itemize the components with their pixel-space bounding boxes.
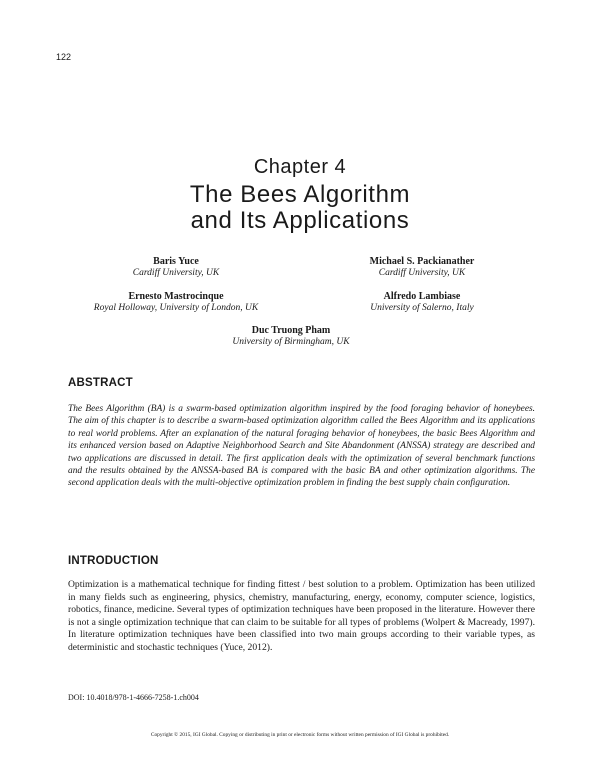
chapter-title-line-2: and Its Applications xyxy=(190,207,410,234)
author-affiliation: Cardiff University, UK xyxy=(132,268,220,278)
author-name: Alfredo Lambiase xyxy=(383,291,461,302)
author-name: Baris Yuce xyxy=(153,256,199,267)
page-number: 122 xyxy=(56,52,72,62)
introduction-text: Optimization is a mathematical technique for finding fittest / best solution to a problem. Optimization has been utilized in many fields such as engineering, physics, chemistry, manufacturing, energy, economy, computer science, logistics, robotics, finance, medicine. Several types of optimization techniques have been proposed in the literature. However there is not a single optimization technique that can claim to be suitable for all types of problems (Wolpert & Macready, 1997). In literature optimization techniques have been classified into two main groups according to their variable types, as deterministic and stochastic techniques (Yuce, 2012). xyxy=(68,579,535,653)
author-name: Michael S. Packianather xyxy=(369,256,475,267)
copyright-notice: Copyright © 2015, IGI Global. Copying or distributing in print or electronic forms without written permission of IGI Global is prohibited. xyxy=(150,732,450,738)
abstract-heading: ABSTRACT xyxy=(68,377,133,389)
author-block xyxy=(56,291,296,313)
author-block xyxy=(322,256,522,278)
author-affiliation: Royal Holloway, University of London, UK xyxy=(93,303,259,313)
author-affiliation: University of Salerno, Italy xyxy=(370,303,474,313)
introduction-heading: INTRODUCTION xyxy=(68,555,159,567)
author-affiliation: University of Birmingham, UK xyxy=(232,337,350,347)
chapter-label: Chapter 4 xyxy=(253,156,347,178)
author-block xyxy=(322,291,522,313)
abstract-text: The Bees Algorithm (BA) is a swarm-based optimization algorithm inspired by the food foraging behavior of honeybees. The aim of this chapter is to describe a swarm-based optimization algorithm called the Bees Algorithm and its applications to real world problems. After an explanation of the natural foraging behavior of honeybees, the basic Bees Algorithm and its enhanced version based on Adaptive Neighborhood Search and Site Abandonment (ANSSA) strategy are described and two applications are discussed in detail. The first application deals with the optimization of several benchmark functions and the results obtained by the ANSSA-based BA is compared with the basic BA and other optimization algorithms. The second application deals with the multi-objective optimization problem in finding the best supply chain configuration. xyxy=(68,404,535,489)
author-block xyxy=(191,325,391,347)
author-name: Ernesto Mastrocinque xyxy=(128,291,224,302)
chapter-title-line-1: The Bees Algorithm xyxy=(189,181,411,208)
author-name: Duc Truong Pham xyxy=(251,325,331,336)
doi: DOI: 10.4018/978-1-4666-7258-1.ch004 xyxy=(68,693,199,702)
author-block xyxy=(76,256,276,278)
author-affiliation: Cardiff University, UK xyxy=(378,268,466,278)
